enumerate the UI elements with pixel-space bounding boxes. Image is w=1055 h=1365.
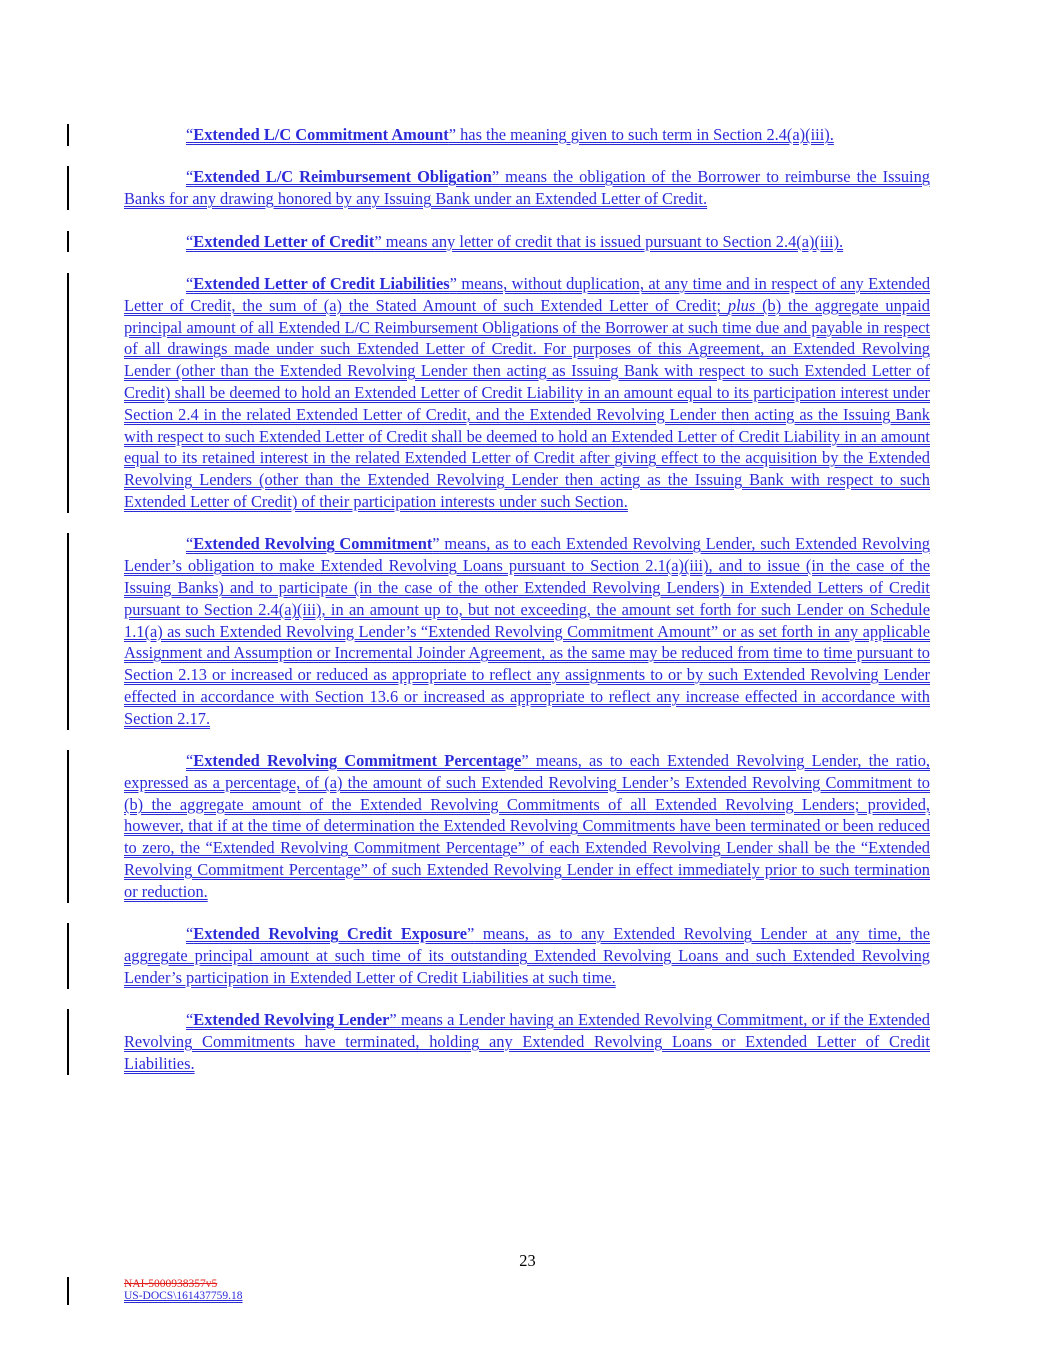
definition-paragraph [124,923,930,988]
definition-paragraph [124,231,930,253]
open-quote: “ [186,125,194,144]
change-bar [67,273,69,513]
document-id-footer [124,1278,243,1302]
open-quote: “ [186,231,194,251]
defined-term: Extended Letter of Credit [193,231,375,251]
open-quote: “ [186,1010,194,1030]
inserted-text [186,125,834,144]
definition-paragraph [124,273,930,513]
close-quote: ” [389,1010,397,1030]
definition-text: means, without duplication, at any time and in respect of any Extended Letter of Credit, the sum of (a) the Stated Amount of such Extended Letter of Credit; [124,273,931,315]
change-bar [67,166,69,210]
definition-paragraph [124,750,930,903]
open-quote: “ [186,924,194,944]
inserted-document-id: US-DOCS\161437759.18 [124,1290,243,1302]
definition-paragraph [124,166,930,210]
definition-text: means the obligation of the Borrower to reimburse the Issuing Banks for any drawing honored by any Issuing Bank under an Extended Letter of Credit. [124,167,930,209]
change-bar [67,124,69,146]
open-quote: “ [186,167,194,187]
inserted-text [124,924,930,987]
definition-text: means a Lender having an Extended Revolving Commitment, or if the Extended Revolving Commitments have terminated, holding any Extended Revolving Loans or Extended Letter of Credit Liabilities. [124,1010,930,1073]
inserted-text [124,1010,930,1073]
defined-term: Extended Revolving Lender [193,1010,390,1030]
definition-text: means, as to each Extended Revolving Lender, such Extended Revolving Lender’s obligation to make Extended Revolving Loans pursuant to Section 2.1(a)(iii), and to issue (in the case of the Issuing Banks) and to participate (in the case of the other Extended Revolving Lenders) in Extended Letters of Credit pursuant to Section 2.4(a)(iii), in an amount up to, but not exceeding, the amount set forth for such Lender on Schedule 1.1(a) as such Extended Revolving Lender’s “Extended Revolving Commitment Amount” or as set forth in any applicable Assignment and Assumption or Incremental Joinder Agreement, as the same may be reduced from time to time pursuant to Section 2.13 or increased or reduced as appropriate to reflect any assignments to or by such Extended Revolving Lender effected in accordance with Section 13.6 or increased as appropriate to reflect any increase effected in accordance with Section 2.17. [124,534,930,728]
footer-change-bar [67,1277,69,1305]
defined-term: Extended Letter of Credit Liabilities [193,273,450,293]
definitions-list [124,124,930,1095]
close-quote: ” [432,534,440,554]
definition-paragraph [124,1009,930,1074]
inserted-text [124,534,930,727]
inserted-text [124,751,930,901]
defined-term: Extended L/C Commitment Amount [193,125,449,144]
definition-text: (b) the aggregate unpaid principal amount of all Extended L/C Reimbursement Obligations of the Borrower at such time due and payable in respect of all drawings made under such Extended Letter of Credit. For purposes of this Agreement, an Extended Revolving Lender (other than the Extended Revolving Lender then acting as Issuing Bank with respect to such Extended Letter of Credit) shall be deemed to hold an Extended Letter of Credit Liability in an amount equal to its participation interest under Section 2.4 in the related Extended Letter of Credit, and the Extended Revolving Lender then acting as the Issuing Bank with respect to such Extended Letter of Credit shall be deemed to hold an Extended Letter of Credit Liability in an amount equal to its retained interest in the related Extended Letter of Credit after giving effect to the acquisition by the Extended Revolving Lenders (other than the Extended Revolving Lender then acting as the Issuing Bank with respect to such Extended Letter of Credit) of their participation interests under such Section. [124,295,930,511]
close-quote: ” [491,167,500,187]
definition-text: means any letter of credit that is issued pursuant to Section 2.4(a)(iii). [381,231,844,251]
change-bar [67,231,69,253]
deleted-document-id: NAI-5000938357v5 [124,1278,218,1290]
inserted-text [124,167,930,208]
open-quote: “ [186,534,194,554]
defined-term: Extended L/C Reimbursement Obligation [193,167,492,187]
change-bar [67,1009,69,1074]
definition-paragraph [124,124,930,146]
definition-text: means, as to any Extended Revolving Lender at any time, the aggregate principal amount at such time of its outstanding Extended Revolving Loans and such Extended Revolving Lender’s participation in Extended Letter of Credit Liabilities at such time. [124,924,930,987]
open-quote: “ [186,751,194,771]
change-bar [67,750,69,903]
close-quote: ” [467,924,475,944]
inserted-text [186,232,843,251]
change-bar [67,923,69,988]
italic-text: plus [727,295,756,315]
definition-text: has the meaning given to such term in Section 2.4(a)(iii). [456,125,834,144]
defined-term: Extended Revolving Commitment Percentage [193,751,522,771]
close-quote: ” [521,751,529,771]
defined-term: Extended Revolving Commitment [193,534,433,554]
defined-term: Extended Revolving Credit Exposure [193,924,468,944]
inserted-text [124,274,930,511]
change-bar [67,533,69,729]
page-number: 23 [519,1251,536,1270]
definition-text: means, as to each Extended Revolving Lender, the ratio, expressed as a percentage, of (a) the amount of such Extended Revolving Lender’s Extended Revolving Commitment to (b) the aggregate amount of the Extended Revolving Commitments of all Extended Revolving Lenders; provided, however, that if at the time of determination the Extended Revolving Commitments have been terminated or been reduced to zero, the “Extended Revolving Commitment Percentage” of each Extended Revolving Lender shall be the “Extended Revolving Commitment Percentage” of such Extended Revolving Lender in effect immediately prior to such termination or reduction. [124,751,930,901]
open-quote: “ [186,273,194,293]
close-quote: ” [448,125,456,144]
definition-paragraph [124,533,930,729]
close-quote: ” [374,231,382,251]
close-quote: ” [449,273,457,293]
